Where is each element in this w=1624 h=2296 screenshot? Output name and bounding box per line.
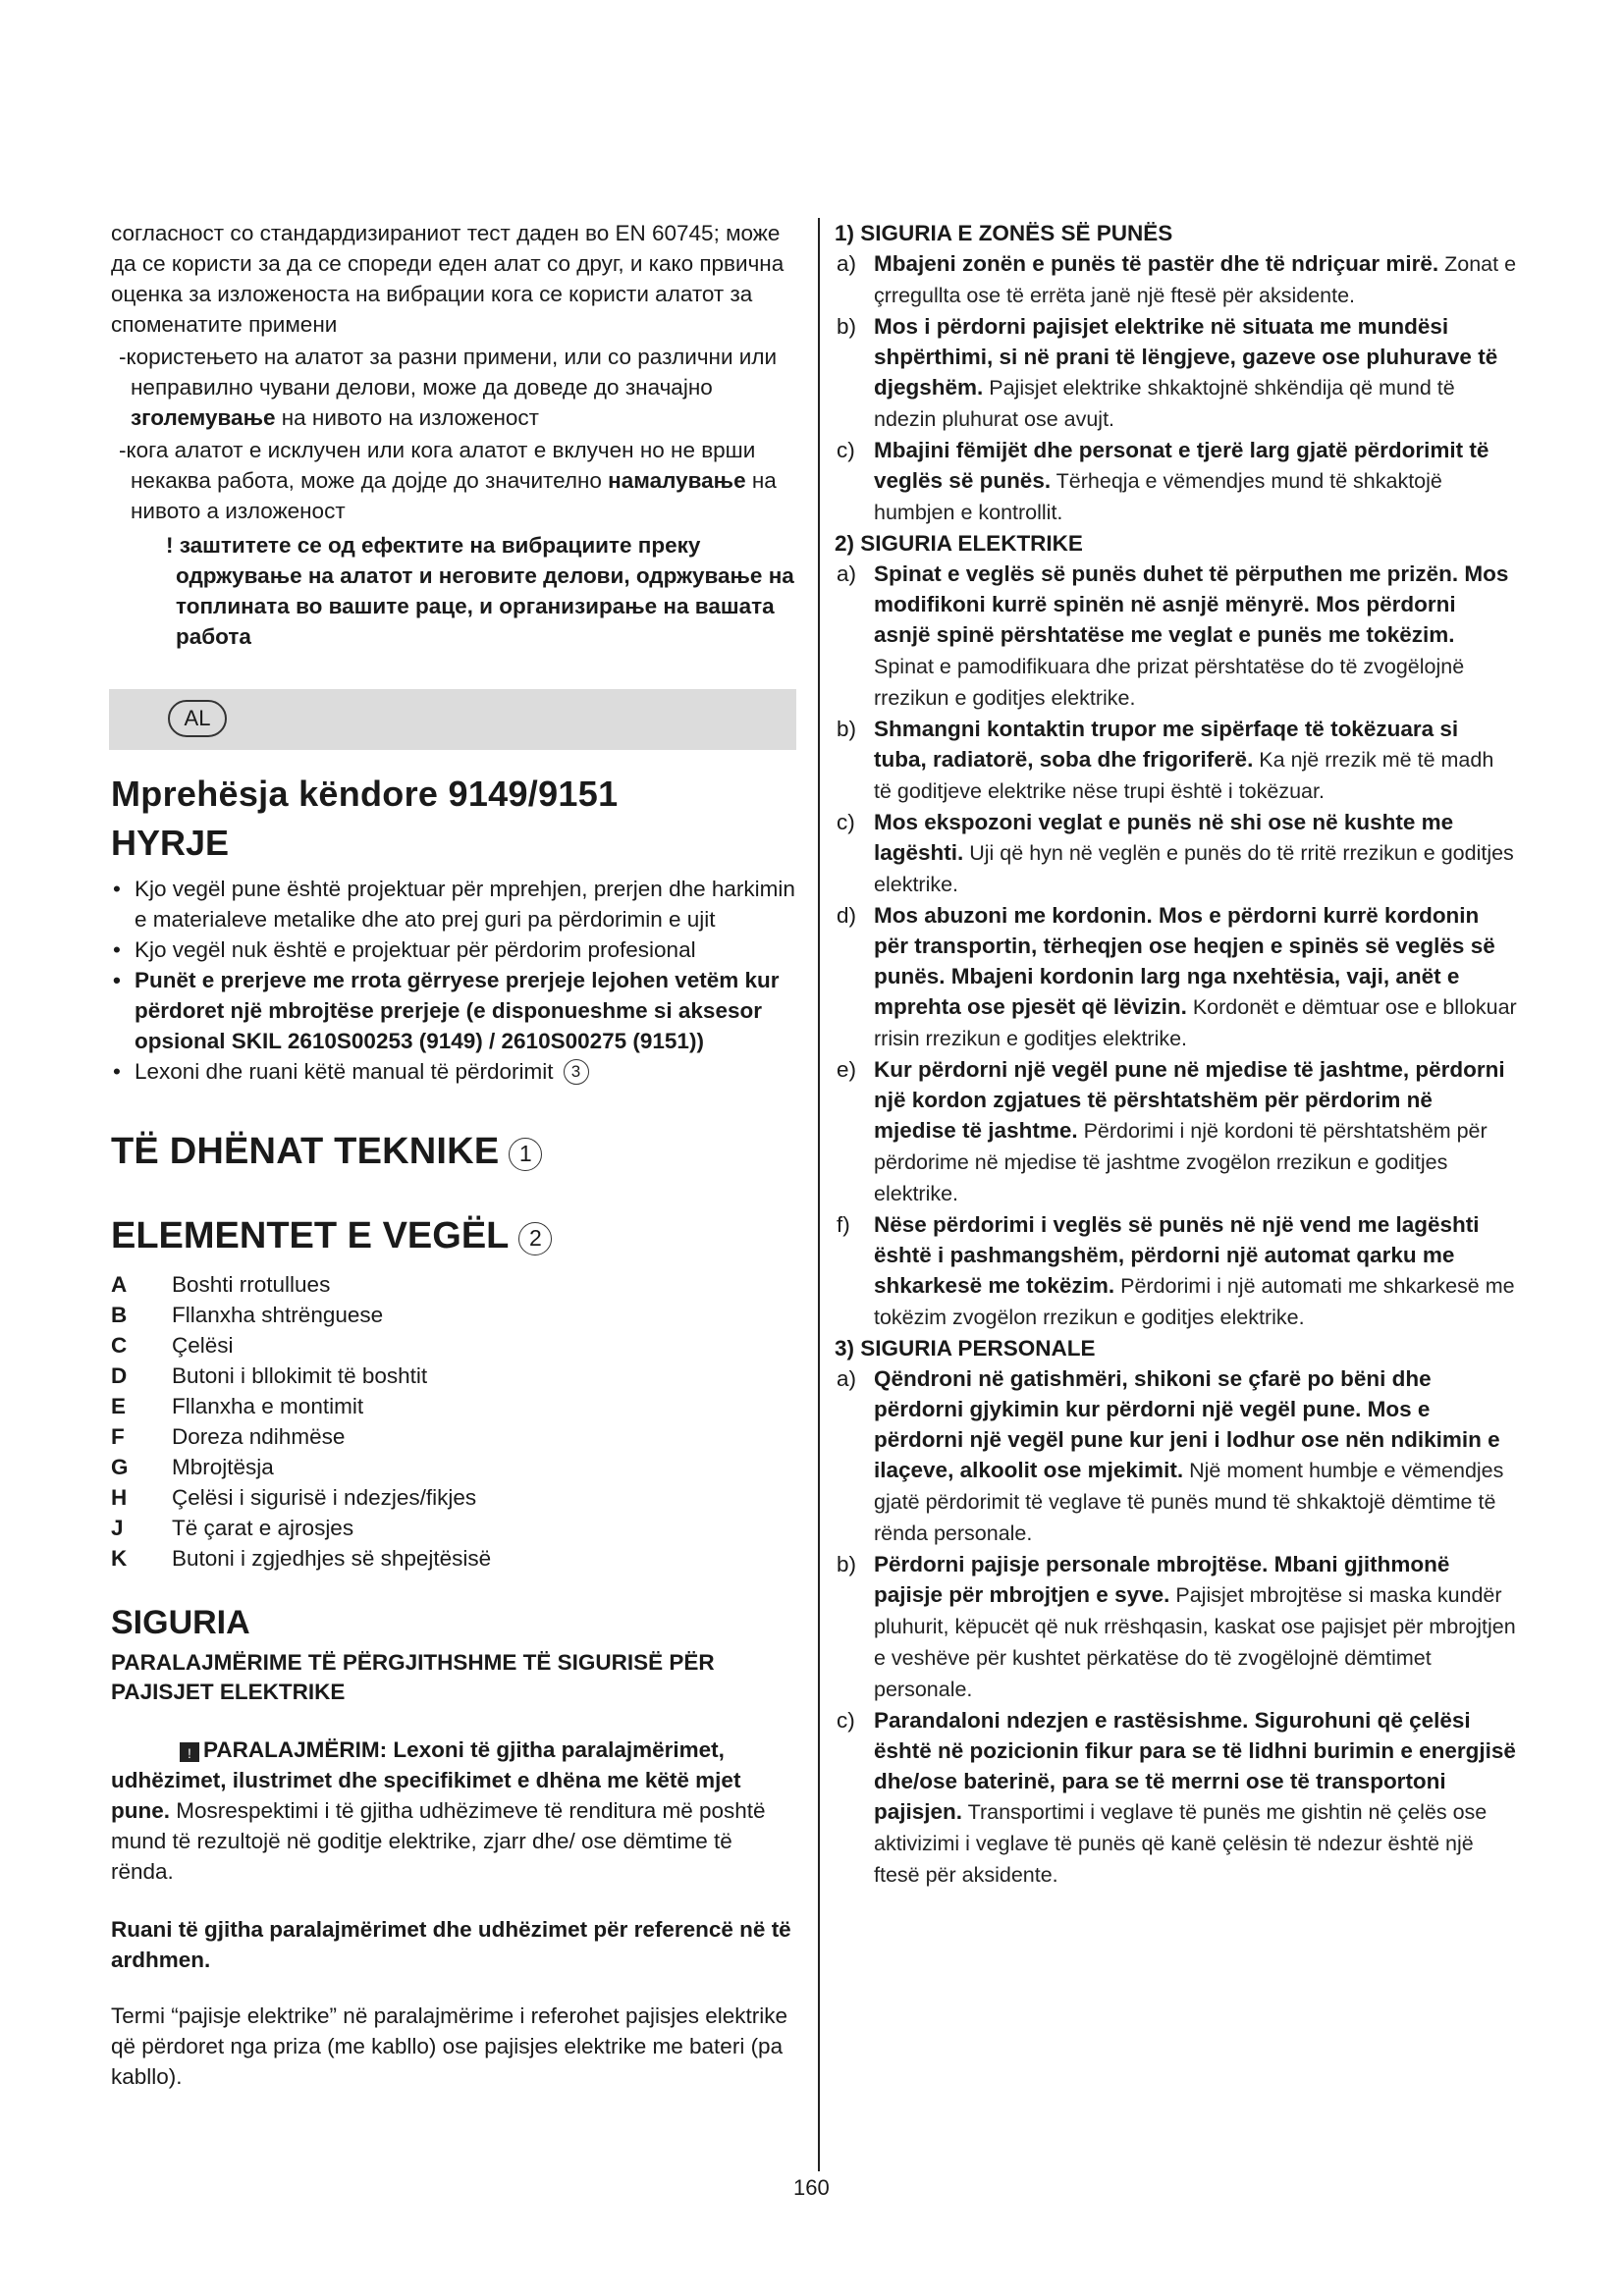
intro-bullet: • Lexoni dhe ruani këtë manual të përdorimit 3 [111, 1056, 798, 1087]
mk-vibration-item-increase: -користењето на алатот за разни примени, или со различни или неправилно чувани делови, може да доведе до значајно зголемување на нивото на изложеност [119, 345, 778, 430]
safety-item: d) Mos abuzoni me kordonin. Mos e përdorni kurrë kordonin për transportin, tërheqjen ose heqjen e spinës së veglës së punës. Mbajeni kordonin larg nga nxehtësia, vaji, anët e mprehta ose pjesët që lëvizin. Kordonët e dëmtuar ose e bllokuar rrisin rrezikun e goditjes elektrike. [837, 903, 1517, 1050]
parts-list [111, 1269, 491, 1574]
tech-data-heading: TË DHËNAT TEKNIKE 1 [111, 1128, 798, 1175]
part-row: E Fllanxha e montimit [111, 1394, 364, 1418]
safety-subheading: PARALAJMËRIME TË PËRGJITHSHME TË SIGURISË PËR PAJISJET ELEKTRIKE [111, 1650, 715, 1704]
figure-ref-2: 2 [518, 1222, 552, 1255]
language-badge: AL [168, 700, 227, 737]
safety-item: c) Mbajini fëmijët dhe personat e tjerë larg gjatë përdorimit të veglës së punës. Tërheqja e vëmendjes mund të shkaktojë humbjen e kontrollit. [837, 438, 1489, 524]
part-row: B Fllanxha shtrënguese [111, 1303, 384, 1327]
mk-vibration-intro: согласност со стандардизираниот тест даден во EN 60745; може да се користи за да се спореди еден алат со друг, и како првична оценка за изложеноста на вибрации кога се користи алатот за споменатите примени [111, 221, 785, 337]
intro-bullet: • Kjo vegël pune është projektuar për mprehjen, prerjen dhe harkimin e materialeve metalike dhe ato prej guri pa përdorimin e ujit [113, 877, 795, 932]
safety-item: f) Nëse përdorimi i veglës së punës në një vend me lagështi është i pashmangshëm, përdorni një automat qarku me shkarkesë me tokëzim. Përdorimi i një automati me shkarkesë me tokëzim zvogëlon rrezikun e goditjes elektrike. [837, 1212, 1515, 1329]
part-row: J Të çarat e ajrosjes [111, 1516, 354, 1540]
part-row: C Çelësi [111, 1333, 234, 1358]
intro-heading: HYRJE [111, 823, 230, 863]
section-heading-electrical: 2) SIGURIA ELEKTRIKE [835, 531, 1083, 556]
intro-bullet: • Punët e prerjeve me rrota gërryese prerjeje lejohen vetëm kur përdoret një mbrojtëse prerjeje (e disponueshme si aksesor opsional SKIL 2610S00253 (9149) / 2610S00275 (9151)) [113, 968, 780, 1053]
page-number: 160 [793, 2175, 830, 2200]
safety-heading: SIGURIA [111, 1604, 250, 1641]
safety-item: e) Kur përdorni një vegël pune në mjedise të jashtme, përdorni një kordon zgjatues të përshtatshëm për përdorim në mjedise të jashtme. Përdorimi i një kordoni të përshtatshëm për përdorime në mjedise të jashtme zvogëlon rrezikun e goditjes elektrike. [837, 1057, 1505, 1205]
safety-item: a) Mbajeni zonën e punës të pastër dhe të ndriçuar mirë. Zonat e çrregullta ose të errëta janë një ftesë për aksidente. [837, 251, 1517, 307]
keep-instructions-note: Ruani të gjitha paralajmërimet dhe udhëzimet për referencë në të ardhmen. [111, 1917, 791, 1972]
safety-item: b) Përdorni pajisje personale mbrojtëse. Mbani gjithmonë pajisje për mbrojtjen e syve. Pajisjet mbrojtëse si maska kundër pluhurit, këpucët që nuk rrëshqasin, kaskat ose pajisjet për mbrojtjen e veshëve për kushtet përkatëse do të zvogëlojnë dëmtimet personale. [837, 1552, 1516, 1701]
part-row: F Doreza ndihmëse [111, 1424, 346, 1449]
intro-bullet-list [111, 874, 798, 1087]
safety-item: b) Mos i përdorni pajisjet elektrike në situata me mundësi shpërthimi, si në prani të lëngjeve, gazeve ose pluhurave të djegshëm. Pajisjet elektrike shkaktojnë shkëndija që mund të ndezin pluhurat ose avujt. [837, 314, 1498, 431]
part-row: H Çelësi i sigurisë i ndezjes/fikjes [111, 1485, 477, 1510]
section-heading-personal: 3) SIGURIA PERSONALE [835, 1336, 1096, 1361]
safety-item: b) Shmangni kontaktin trupor me sipërfaqe të tokëzuara si tuba, radiatorë, soba dhe frigoriferë. Ka një rrezik më të madh të goditjeve elektrike nëse trupi është i tokëzuar. [837, 717, 1494, 803]
safety-item: a) Qëndroni në gatishmëri, shikoni se çfarë po bëni dhe përdorni gjykimin kur përdorni një vegël pune. Mos e përdorni një vegël pune kur jeni i lodhur ose nën ndikimin e ilaçeve, alkoolit ose mjekimit. Një moment humbje e vëmendjes gjatë përdorimit të veglave të punës mund të shkaktojë dëmtime të rënda personale. [837, 1366, 1504, 1545]
intro-bullet: • Kjo vegël nuk është e projektuar për përdorim profesional [113, 937, 696, 962]
general-warning: ! PARALAJMËRIM: Lexoni të gjitha paralajmërimet, udhëzimet, ilustrimet dhe specifikimet e dhëna me këtë mjet pune. Mosrespektimi i të gjitha udhëzimeve të renditura më poshtë mund të rezultojë në goditje elektrike, zjarr dhe/ ose dëmtime të rënda. [111, 1737, 766, 1884]
left-column [111, 218, 798, 2092]
safety-item: a) Spinat e veglës së punës duhet të përputhen me prizën. Mos modifikoni kurrë spinën në asnjë mënyrë. Mos përdorni asnjë spinë përshtatëse me veglat e punës me tokëzim. Spinat e pamodifikuara dhe prizat përshtatëse do të zvogëlojnë rrezikun e goditjes elektrike. [837, 561, 1509, 710]
safety-item: c) Parandaloni ndezjen e rastësishme. Sigurohuni që çelësi është në pozicionin fikur para se të lidhni burimin e energjisë dhe/ose baterinë, para se të merrni ose të transportoni pajisjen. Transportimi i veglave të punës me gishtin në çelës ose aktivizimi i veglave të punës që kanë çelësin të ndezur është një ftesë për aksidente. [837, 1708, 1516, 1887]
power-tool-term-note: Termi “pajisje elektrike” në paralajmërime i referohet pajisjes elektrike që përdoret nga priza (me kabllo) ose pajisjes elektrike me bateri (pa kabllo). [111, 2003, 788, 2089]
language-band [109, 689, 796, 750]
part-row: D Butoni i bllokimit të boshtit [111, 1363, 428, 1388]
figure-ref-1: 1 [509, 1138, 542, 1171]
section-heading-work-area: 1) SIGURIA E ZONËS SË PUNËS [835, 221, 1173, 245]
right-column [835, 218, 1517, 1891]
column-divider [818, 218, 820, 2171]
elements-heading: ELEMENTET E VEGËL 2 [111, 1212, 798, 1259]
safety-item: c) Mos ekspozoni veglat e punës në shi ose në kushte me lagështi. Uji që hyn në veglën e punës do të rritë rrezikun e goditjes elektrike. [837, 810, 1514, 896]
part-row: A Boshti rrotullues [111, 1272, 331, 1297]
part-row: G Mbrojtësja [111, 1455, 274, 1479]
mk-vibration-item-decrease: -кога алатот е исклучен или кога алатот е вклучен но не врши некаква работа, може да дојде до значително намалување на нивото а изложеност [119, 438, 777, 523]
mk-vibration-warning: ! заштитете се од ефектите на вибрациите преку одржување на алатот и неговите делови, одржување на топлината во вашите раце, и организирање на вашата работа [166, 533, 794, 649]
product-title: Mprehësja këndore 9149/9151 [111, 774, 619, 814]
part-row: K Butoni i zgjedhjes së shpejtësisë [111, 1546, 492, 1571]
warning-triangle-icon: ! [180, 1742, 199, 1762]
figure-ref-3: 3 [564, 1059, 589, 1085]
